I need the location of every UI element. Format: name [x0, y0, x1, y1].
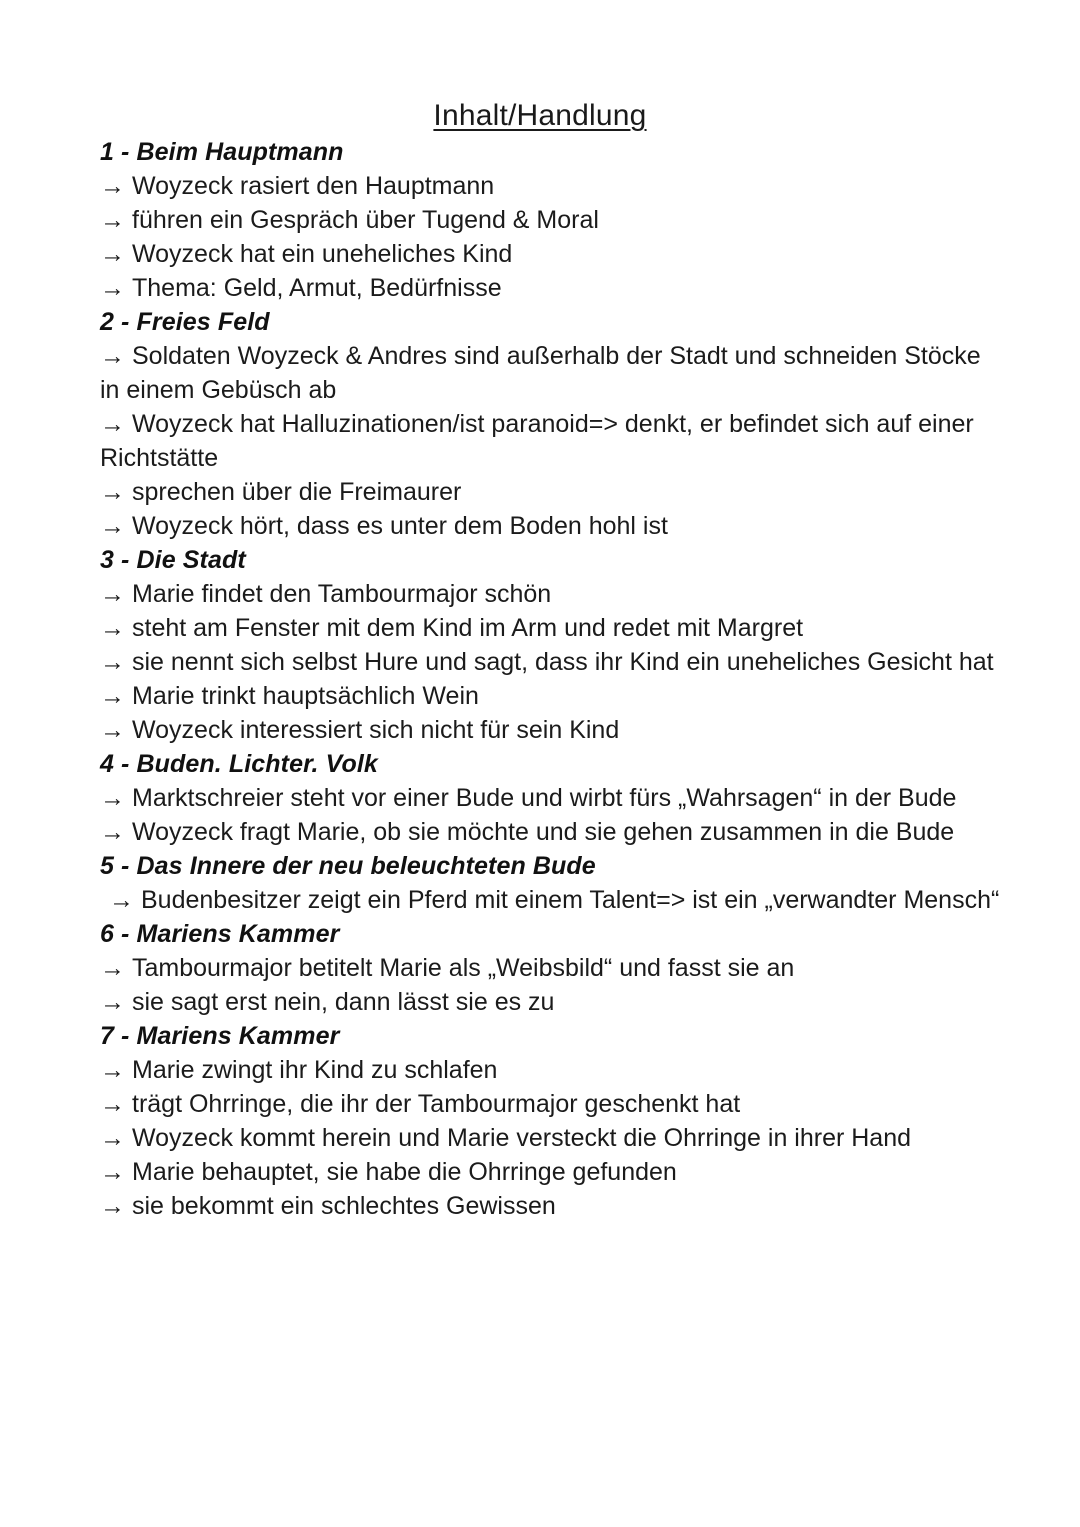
bullet-text: Woyzeck interessiert sich nicht für sein Kind — [132, 716, 620, 744]
arrow-bullet-icon: → — [100, 206, 125, 234]
bullet-item — [100, 1189, 1005, 1223]
arrow-bullet-icon: → — [100, 1192, 125, 1220]
arrow-bullet-icon: → — [100, 1124, 125, 1152]
bullet-text: Woyzeck rasiert den Hauptmann — [132, 172, 495, 200]
arrow-bullet-icon: → — [100, 172, 125, 200]
arrow-bullet-icon: → — [109, 886, 134, 914]
section — [100, 543, 1005, 747]
section — [100, 849, 1005, 917]
bullet-text: steht am Fenster mit dem Kind im Arm und redet mit Margret — [132, 614, 804, 642]
bullet-text: Marktschreier steht vor einer Bude und wirbt fürs „Wahrsagen“ in der Bude — [132, 784, 957, 812]
bullet-text: Woyzeck hat ein uneheliches Kind — [132, 240, 513, 268]
section — [100, 917, 1005, 1019]
arrow-bullet-icon: → — [100, 954, 125, 982]
bullet-item — [100, 1053, 1005, 1087]
bullet-text: Soldaten Woyzeck & Andres sind außerhalb der Stadt und schneiden Stöcke in einem Gebüsch ab — [100, 342, 981, 404]
bullet-item — [100, 781, 1005, 815]
bullet-text: Thema: Geld, Armut, Bedürfnisse — [132, 274, 502, 302]
bullet-item — [100, 611, 1005, 645]
bullet-item — [100, 203, 1005, 237]
bullet-item — [100, 883, 1005, 917]
bullet-item — [100, 407, 1005, 475]
bullet-text: sie nennt sich selbst Hure und sagt, dass ihr Kind ein uneheliches Gesicht hat — [132, 648, 994, 676]
bullet-item — [100, 1155, 1005, 1189]
bullet-item — [100, 237, 1005, 271]
arrow-bullet-icon: → — [100, 614, 125, 642]
bullet-text: Woyzeck hat Halluzinationen/ist paranoid=> denkt, er befindet sich auf einer Richtstätte — [100, 410, 974, 472]
arrow-bullet-icon: → — [100, 410, 125, 438]
arrow-bullet-icon: → — [100, 478, 125, 506]
section-heading: 7 - Mariens Kammer — [100, 1022, 340, 1050]
bullet-item — [100, 645, 1005, 679]
bullet-text: Woyzeck hört, dass es unter dem Boden hohl ist — [132, 512, 668, 540]
arrow-bullet-icon: → — [100, 342, 125, 370]
section — [100, 135, 1005, 305]
arrow-bullet-icon: → — [100, 988, 125, 1016]
bullet-item — [100, 985, 1005, 1019]
arrow-bullet-icon: → — [100, 512, 125, 540]
bullet-text: trägt Ohrringe, die ihr der Tambourmajor geschenkt hat — [132, 1090, 741, 1118]
arrow-bullet-icon: → — [100, 784, 125, 812]
arrow-bullet-icon: → — [100, 1158, 125, 1186]
bullet-item — [100, 475, 1005, 509]
bullet-item — [100, 509, 1005, 543]
bullet-item — [100, 271, 1005, 305]
bullet-text: sie sagt erst nein, dann lässt sie es zu — [132, 988, 555, 1016]
arrow-bullet-icon: → — [100, 818, 125, 846]
bullet-text: Woyzeck kommt herein und Marie versteckt die Ohrringe in ihrer Hand — [132, 1124, 912, 1152]
section-heading: 3 - Die Stadt — [100, 546, 246, 574]
arrow-bullet-icon: → — [100, 1090, 125, 1118]
title-row — [0, 0, 1080, 135]
section — [100, 305, 1005, 543]
arrow-bullet-icon: → — [100, 240, 125, 268]
section-heading: 4 - Buden. Lichter. Volk — [100, 750, 378, 778]
bullet-text: Tambourmajor betitelt Marie als „Weibsbild“ und fasst sie an — [132, 954, 795, 982]
bullet-item — [100, 679, 1005, 713]
bullet-text: Marie findet den Tambourmajor schön — [132, 580, 552, 608]
bullet-text: Budenbesitzer zeigt ein Pferd mit einem Talent=> ist ein „verwandter Mensch“ — [141, 886, 1000, 914]
arrow-bullet-icon: → — [100, 648, 125, 676]
bullet-item — [100, 339, 1005, 407]
bullet-text: sie bekommt ein schlechtes Gewissen — [132, 1192, 556, 1220]
bullet-item — [100, 169, 1005, 203]
bullet-text: sprechen über die Freimaurer — [132, 478, 462, 506]
arrow-bullet-icon: → — [100, 716, 125, 744]
bullet-text: Woyzeck fragt Marie, ob sie möchte und sie gehen zusammen in die Bude — [132, 818, 955, 846]
section — [100, 1019, 1005, 1223]
bullet-item — [100, 1121, 1005, 1155]
arrow-bullet-icon: → — [100, 580, 125, 608]
section-heading: 1 - Beim Hauptmann — [100, 138, 344, 166]
bullet-text: Marie trinkt hauptsächlich Wein — [132, 682, 479, 710]
section-heading: 6 - Mariens Kammer — [100, 920, 340, 948]
bullet-text: Marie zwingt ihr Kind zu schlafen — [132, 1056, 498, 1084]
bullet-text: Marie behauptet, sie habe die Ohrringe gefunden — [132, 1158, 677, 1186]
bullet-item — [100, 713, 1005, 747]
section-heading: 2 - Freies Feld — [100, 308, 270, 336]
bullet-item — [100, 951, 1005, 985]
arrow-bullet-icon: → — [100, 1056, 125, 1084]
bullet-item — [100, 815, 1005, 849]
bullet-text: führen ein Gespräch über Tugend & Moral — [132, 206, 599, 234]
arrow-bullet-icon: → — [100, 274, 125, 302]
document-content — [100, 135, 1005, 1223]
bullet-item — [100, 577, 1005, 611]
bullet-item — [100, 1087, 1005, 1121]
page-title: Inhalt/Handlung — [433, 99, 647, 132]
section-heading: 5 - Das Innere der neu beleuchteten Bude — [100, 852, 596, 880]
arrow-bullet-icon: → — [100, 682, 125, 710]
section — [100, 747, 1005, 849]
